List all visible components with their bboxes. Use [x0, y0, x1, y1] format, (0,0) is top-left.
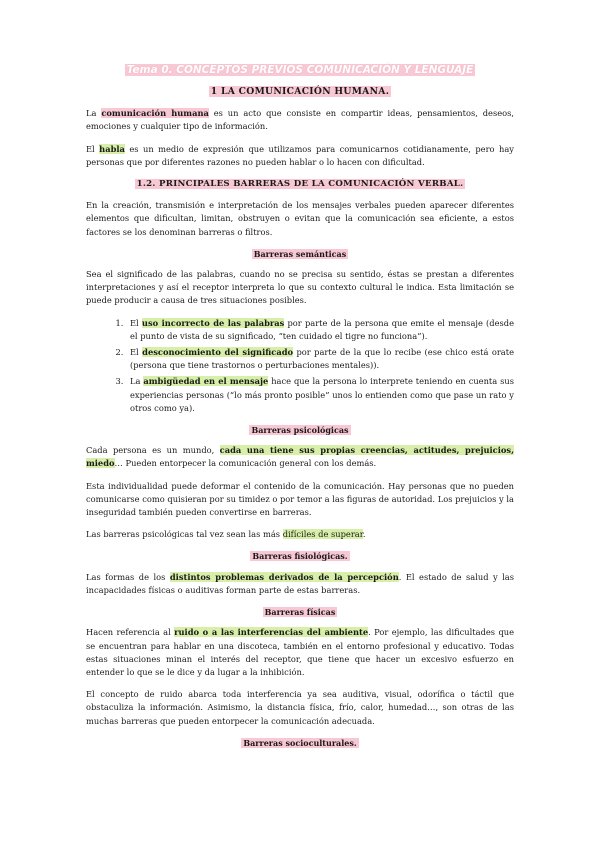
highlight-percepcion: distintos problemas derivados de la percepción — [169, 571, 399, 582]
subheading-psicologicas: Barreras psicológicas — [251, 425, 349, 436]
paragraph-psicologicas-1: Cada persona es un mundo, cada una tiene sus propias creencias, actitudes, prejuicios, miedo… Pueden entorpecer la comunicación general con los demás. — [86, 445, 514, 469]
highlight-comunicacion-humana: comunicación humana — [101, 108, 209, 119]
section-heading-barreras: 1.2. PRINCIPALES BARRERAS DE LA COMUNICACIÓN VERBAL. — [136, 179, 464, 190]
highlight-ambiguedad: ambigüedad en el mensaje — [143, 376, 269, 387]
subheading-fisicas: Barreras físicas — [264, 607, 336, 618]
paragraph-fisiologicas: Las formas de los distintos problemas derivados de la percepción. El estado de salud y las incapacidades físicas o auditivas forman parte de estas barreras. — [86, 571, 515, 595]
subheading-semanticas: Barreras semánticas — [253, 248, 347, 259]
subheading-socioculturales: Barreras socioculturales. — [243, 737, 357, 748]
paragraph-fisicas-2: El concepto de ruido abarca toda interferencia ya sea auditiva, visual, odorífica o táctil que obstaculiza la información. Asimismo, la distancia física, frío, calor, humedad…, son otras de las muchas barreras que pueden entorpecer la comunicación adecuada. — [86, 689, 514, 726]
paragraph-habla: El habla es un medio de expresión que utilizamos para comunicarnos cotidianamente, pero hay personas que por diferentes razones no pueden hablar o lo hacen con dificultad. — [86, 143, 514, 167]
semanticas-list — [86, 317, 514, 415]
highlight-desconocimiento: desconocimiento del significado — [142, 347, 294, 358]
document-title: Tema 0. CONCEPTOS PREVIOS COMUNICACIÓN Y LENGUAJE — [126, 64, 474, 76]
paragraph-psicologicas-3: Las barreras psicológicas tal vez sean las más difíciles de superar. — [86, 529, 366, 540]
paragraph-barreras-intro: En la creación, transmisión e interpretación de los mensajes verbales pueden aparecer diferentes elementos que dificultan, limitan, obstruyen o evitan que la comunicación sea eficiente, a estos factores se los denominan barreras o filtros. — [86, 200, 514, 237]
list-item: 2. El desconocimiento del significado por parte de la que lo recibe (ese chico está orate (persona que tiene trastornos o perturbaciones mentales)). — [126, 346, 514, 372]
paragraph-fisicas-1: Hacen referencia al ruido o a las interferencias del ambiente. Por ejemplo, las dificultades que se encuentran para hablar en una discoteca, también en el entorno profesional y educativo. Todas estas situaciones minan el interés del receptor, que tiene que hacer un excesivo esfuerzo en entender lo que se le dice y da lugar a la inhibición. — [86, 627, 515, 677]
highlight-creencias: cada una tiene sus propias creencias, actitudes, prejuicios, miedo — [86, 445, 514, 469]
highlight-habla: habla — [99, 143, 125, 154]
highlight-dificiles: difíciles de superar — [282, 529, 363, 540]
paragraph-comunicacion-humana: La comunicación humana es un acto que consiste en compartir ideas, pensamientos, deseos, emociones y cualquier tipo de información. — [86, 108, 514, 132]
highlight-uso-incorrecto: uso incorrecto de las palabras — [141, 317, 285, 328]
section-heading-comunicacion-humana: 1 LA COMUNICACIÓN HUMANA. — [210, 86, 390, 97]
list-item: 1. El uso incorrecto de las palabras por parte de la persona que emite el mensaje (desde el punto de vista de su significado, “ten cuidado el tigre no funciona”). — [126, 317, 514, 343]
paragraph-semanticas-intro: Sea el significado de las palabras, cuando no se precisa su sentido, éstas se prestan a diferentes interpretaciones y así el receptor interpreta lo que su contexto cultural le indica. Esta limitación se puede producir a causa de tres situaciones posibles. — [86, 269, 514, 306]
list-item: 3. La ambigüedad en el mensaje hace que la persona lo interprete teniendo en cuenta sus experiencias personas (“lo más pronto posible” unos lo entienden como que pase un rato y otros como ya). — [126, 375, 514, 415]
highlight-ruido: ruido o a las interferencias del ambiente — [174, 627, 369, 638]
subheading-fisiologicas: Barreras fisiológicas. — [252, 551, 348, 562]
paragraph-psicologicas-2: Esta individualidad puede deformar el contenido de la comunicación. Hay personas que no pueden comunicarse como quisieran por su timidez o por temor a las figuras de autoridad. Los prejuicios y la inseguridad también pueden convertirse en barreras. — [86, 480, 514, 518]
